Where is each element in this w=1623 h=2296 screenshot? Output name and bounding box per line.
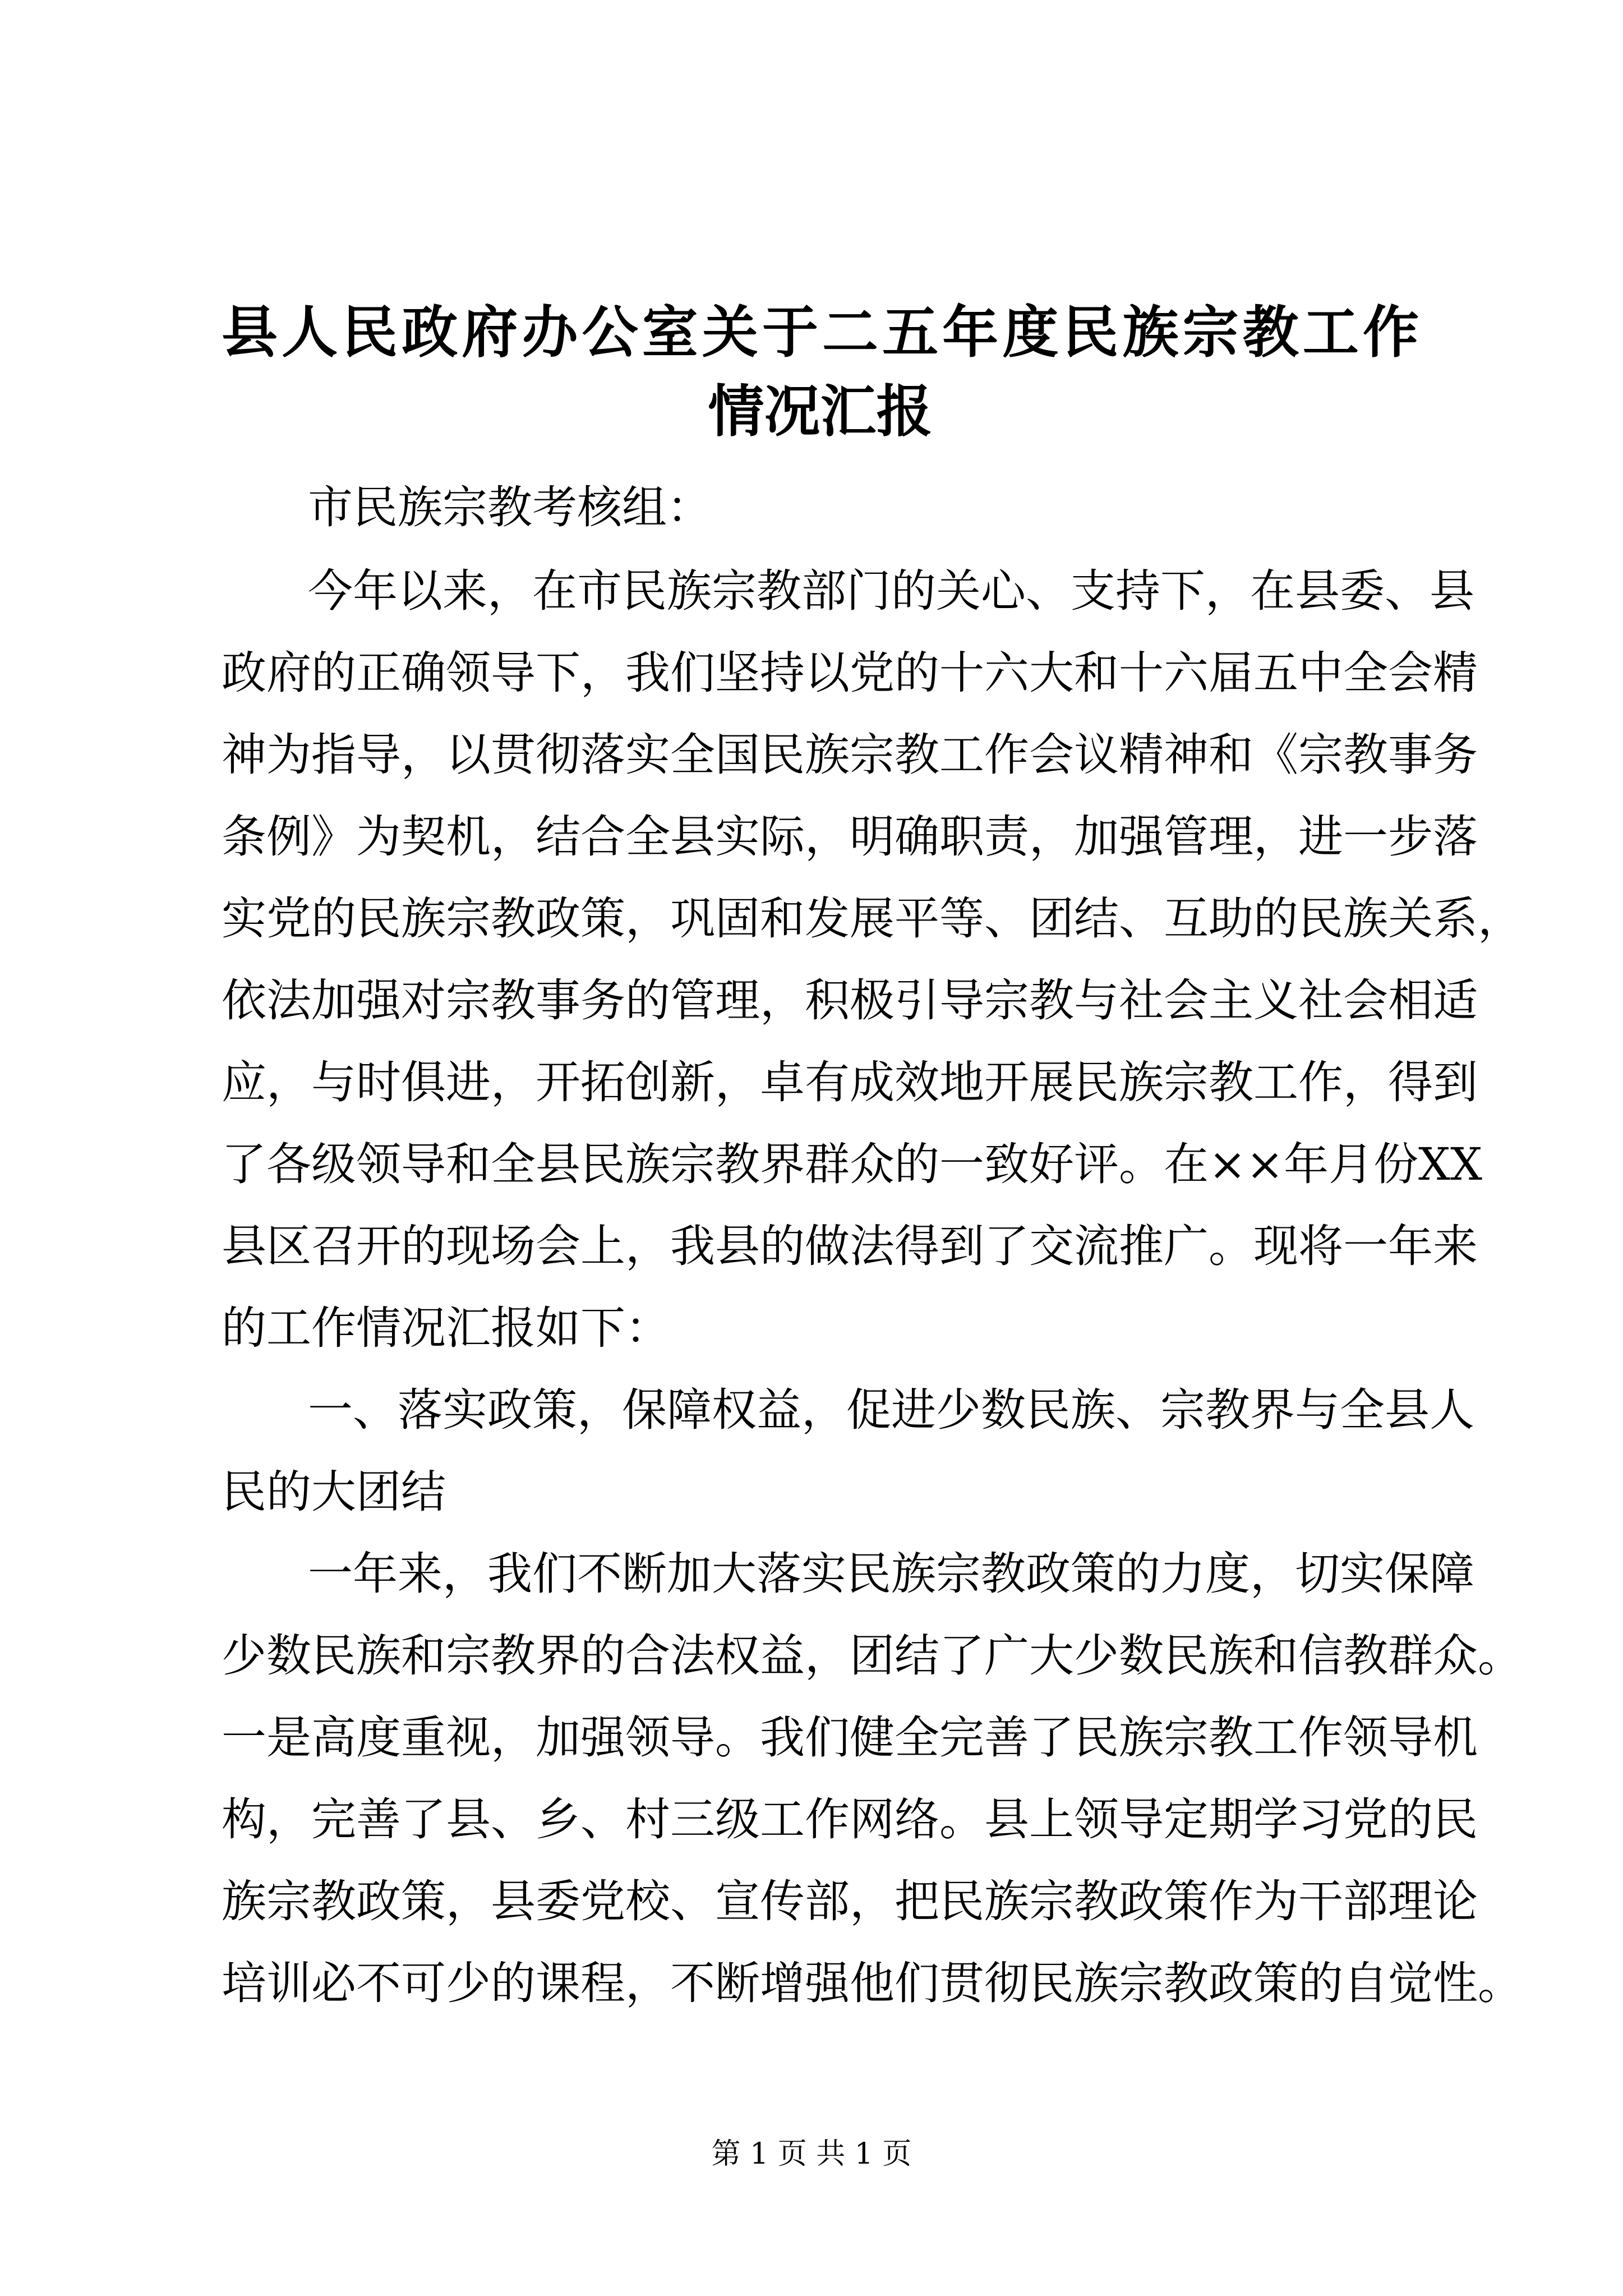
text-line: 一年来，我们不断加大落实民族宗教政策的力度，切实保障 [308,1548,1474,1600]
document-title-line-2: 情况汇报 [708,378,933,444]
page-number-footer: 第 1 页 共 1 页 [711,2137,912,2171]
text-line: 族宗教政策，县委党校、宣传部，把民族宗教政策作为干部理论 [222,1875,1478,1927]
text-line: 一是高度重视，加强领导。我们健全完善了民族宗教工作领导机 [222,1711,1478,1764]
text-line: 了各级领导和全县民族宗教界群众的一致好评。在××年月份XX [222,1138,1482,1190]
text-line: 培训必不可少的课程，不断增强他们贯彻民族宗教政策的自觉性。 [222,1957,1523,2009]
text-line: 应，与时俱进，开拓创新，卓有成效地开展民族宗教工作，得到 [222,1056,1478,1108]
text-line: 依法加强对宗教事务的管理，积极引导宗教与社会主义社会相适 [222,974,1478,1027]
text-line: 实党的民族宗教政策，巩固和发展平等、团结、互助的民族关系， [222,892,1523,945]
salutation: 市民族宗教考核组： [308,481,712,533]
text-line: 政府的正确领导下，我们坚持以党的十六大和十六届五中全会精 [222,647,1478,699]
text-line: 今年以来，在市民族宗教部门的关心、支持下，在县委、县 [308,565,1474,617]
section-heading-line: 民的大团结 [222,1466,446,1518]
text-line: 的工作情况汇报如下： [222,1302,670,1354]
text-line: 少数民族和宗教界的合法权益，团结了广大少数民族和信教群众。 [222,1630,1523,1682]
text-line: 神为指导，以贯彻落实全国民族宗教工作会议精神和《宗教事务 [222,729,1478,781]
text-line: 条例》为契机，结合全县实际，明确职责，加强管理，进一步落 [222,811,1478,863]
document-title-line-1: 县人民政府办公室关于二五年度民族宗教工作 [222,299,1419,365]
section-heading-line: 一、落实政策，保障权益，促进少数民族、宗教界与全县人 [308,1384,1474,1436]
text-line: 构，完善了县、乡、村三级工作网络。县上领导定期学习党的民 [222,1793,1478,1846]
text-line: 县区召开的现场会上，我县的做法得到了交流推广。现将一年来 [222,1220,1478,1272]
